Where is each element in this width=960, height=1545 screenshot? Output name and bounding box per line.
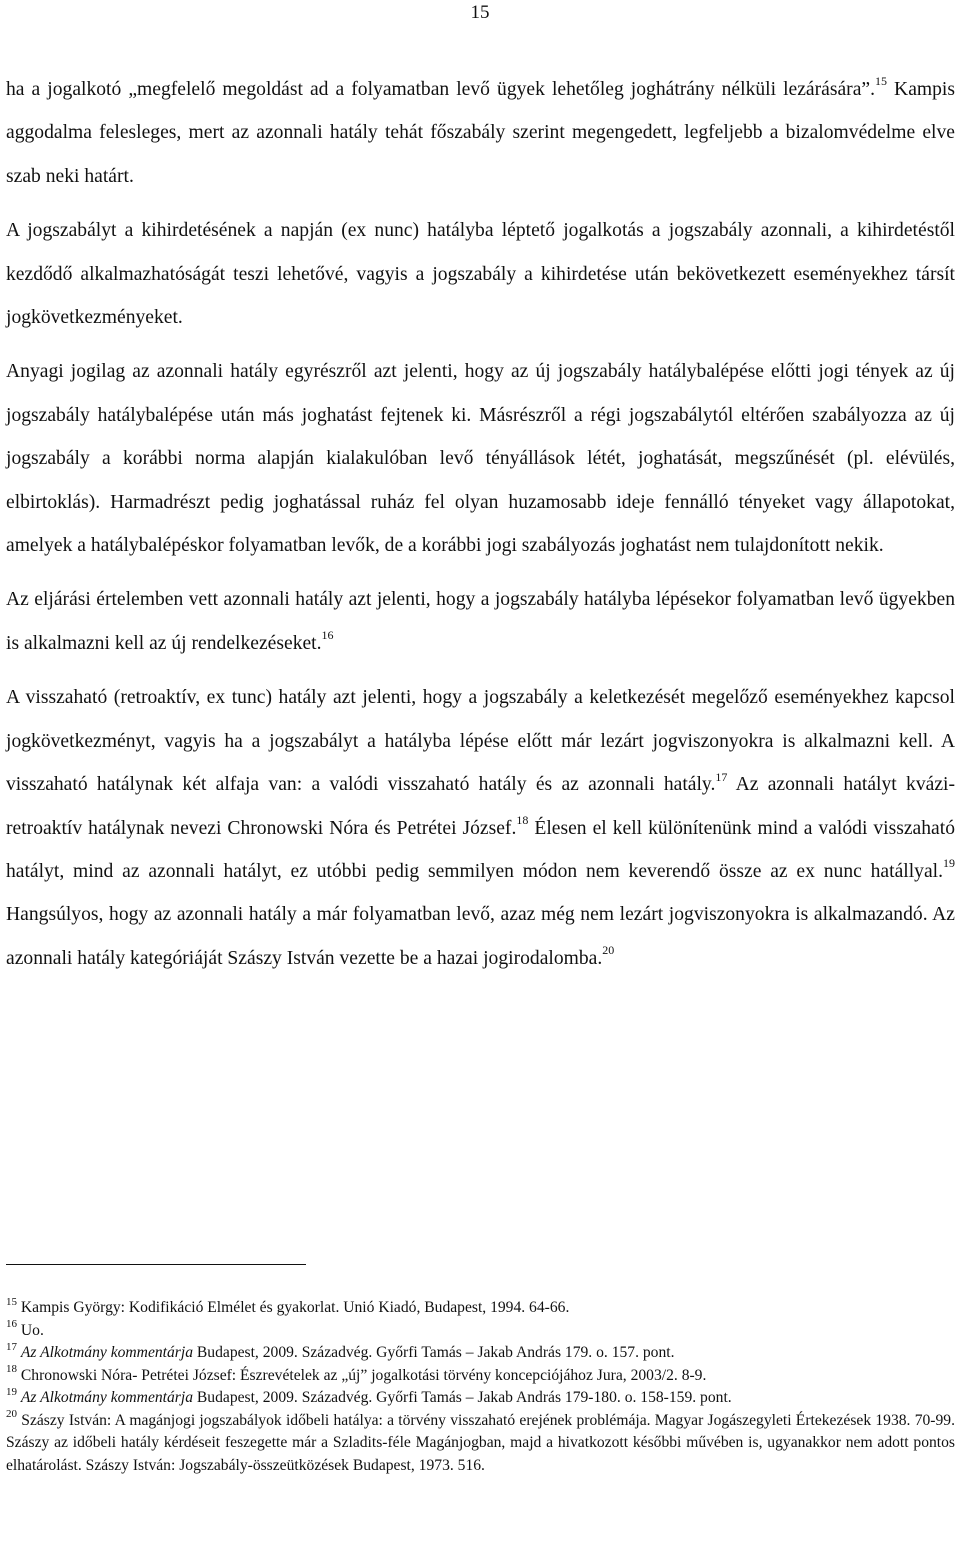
body-text	[6, 68, 955, 980]
footnote-ref[interactable]: 19	[943, 856, 955, 871]
footnote-number: 15	[6, 1295, 17, 1308]
paragraph: A visszaható (retroaktív, ex tunc) hatály azt jelenti, hogy a jogszabály a keletkezését megelőző eseményekhez kapcsol jogkövetkezményt, vagyis ha a jogszabályt a hatályba lépése előtt már lezárt jogviszonyokra is alkalmazni kell. A visszaható hatálynak két alfaja van: a valódi visszaható hatály és az azonnali hatály.$^{17}$ Az azonnali hatályt kvázi-retroaktív hatálynak nevezi Chronowski Nóra és Petrétei József.$^{18}$ Élesen el kell különítenünk mind a valódi visszaható hatályt, mind az azonnali hatályt, ez utóbbi pedig semmilyen módon nem keverendő össze az ex nunc hatállyal.$^{19}$ Hangsúlyos, hogy az azonnali hatály a már folyamatban levő, azaz még nem lezárt jogviszonyokra is alkalmazandó. Az azonnali hatály kategóriáját Szászy István vezette be a hazai jogirodalomba.$^{20}$	[6, 687, 955, 969]
footnote: $^{16}$ Uo.	[6, 1318, 44, 1339]
paragraph: A jogszabályt a kihirdetésének a napján (ex nunc) hatályba léptető jogalkotás a jogszabály azonnali, a kihirdetéstől kezdődő alkalmazhatóságát teszi lehetővé, vagyis a jogszabály a kihirdetése után bekövetkezett eseményekhez társít jogkövetkezményeket.	[6, 220, 955, 329]
footnote-divider	[6, 1264, 306, 1265]
paragraph: ha a jogalkotó „megfelelő megoldást ad a folyamatban levő ügyek lehetőleg joghátrány nélküli lezárására”.$^{15}$ Kampis aggodalma felesleges, mert az azonnali hatály tehát főszabály szerint megengedett, legfeljebb a bizalomvédelme elve szab neki határt.	[6, 74, 955, 187]
footnote-number: 20	[6, 1408, 17, 1421]
footnote-number: 18	[6, 1363, 17, 1376]
footnote: $^{19}$ Az Alkotmány kommentárja Budapest, 2009. Századvég. Győrfi Tamás – Jakab András 179-180. o. 158-159. pont.	[6, 1385, 732, 1406]
footnote: $^{18}$ Chronowski Nóra- Petrétei József: Észrevételek az „új” jogalkotási törvény koncepciójához Jura, 2003/2. 8-9.	[6, 1363, 707, 1384]
paragraph: Az eljárási értelemben vett azonnali hatály azt jelenti, hogy a jogszabály hatályba lépésekor folyamatban levő ügyekben is alkalmazni kell az új rendelkezéseket.$^{16}$	[6, 589, 955, 654]
footnote: $^{15}$ Kampis György: Kodifikáció Elmélet és gyakorlat. Unió Kiadó, Budapest, 1994. 64-66.	[6, 1295, 570, 1316]
footnote-number: 17	[6, 1340, 17, 1353]
footnote-ref[interactable]: 20	[602, 943, 615, 958]
footnote: $^{17}$ Az Alkotmány kommentárja Budapest, 2009. Századvég. Győrfi Tamás – Jakab András 179. o. 157. pont.	[6, 1340, 675, 1361]
footnote: $^{20}$ Szászy István: A magánjogi jogszabályok időbeli hatálya: a törvény visszaható erejének problémája. Magyar Jogászegyleti Értekezések 1938. 70-99. Szászy az időbeli hatály kérdéseit feszegette már a Szladits-féle Magánjogban, majd a hivatkozott későbbi művében is, ugyanakkor nem adott pontos elhatárolást. Szászy István: Jogszabály-összeütközések Budapest, 1973. 516.	[6, 1408, 955, 1474]
footnotes	[6, 1297, 955, 1477]
page-number: 15	[470, 2, 490, 23]
footnote-ref[interactable]: 18	[516, 812, 529, 827]
paragraph: Anyagi jogilag az azonnali hatály egyrészről azt jelenti, hogy az új jogszabály hatálybalépése előtti jogi tények az új jogszabály hatálybalépése után más joghatást fejtenek ki. Másrészről a régi jogszabálytól eltérően szabályozza az új jogszabály a korábbi norma alapján kialakulóban levő tényállások létét, joghatását, megszűnését (pl. elévülés, elbirtoklás). Harmadrészt pedig joghatással ruház fel olyan huzamosabb ideje fennálló tényeket vagy állapotokat, amelyek a hatálybalépéskor folyamatban levők, de a korábbi jogi szabályozás joghatást nem tulajdonított nekik.	[6, 361, 955, 557]
footnote-number: 19	[6, 1385, 17, 1398]
footnote-ref[interactable]: 16	[321, 628, 334, 643]
footnote-ref[interactable]: 15	[875, 74, 887, 89]
footnote-number: 16	[6, 1318, 17, 1331]
footnote-ref[interactable]: 17	[715, 769, 728, 784]
